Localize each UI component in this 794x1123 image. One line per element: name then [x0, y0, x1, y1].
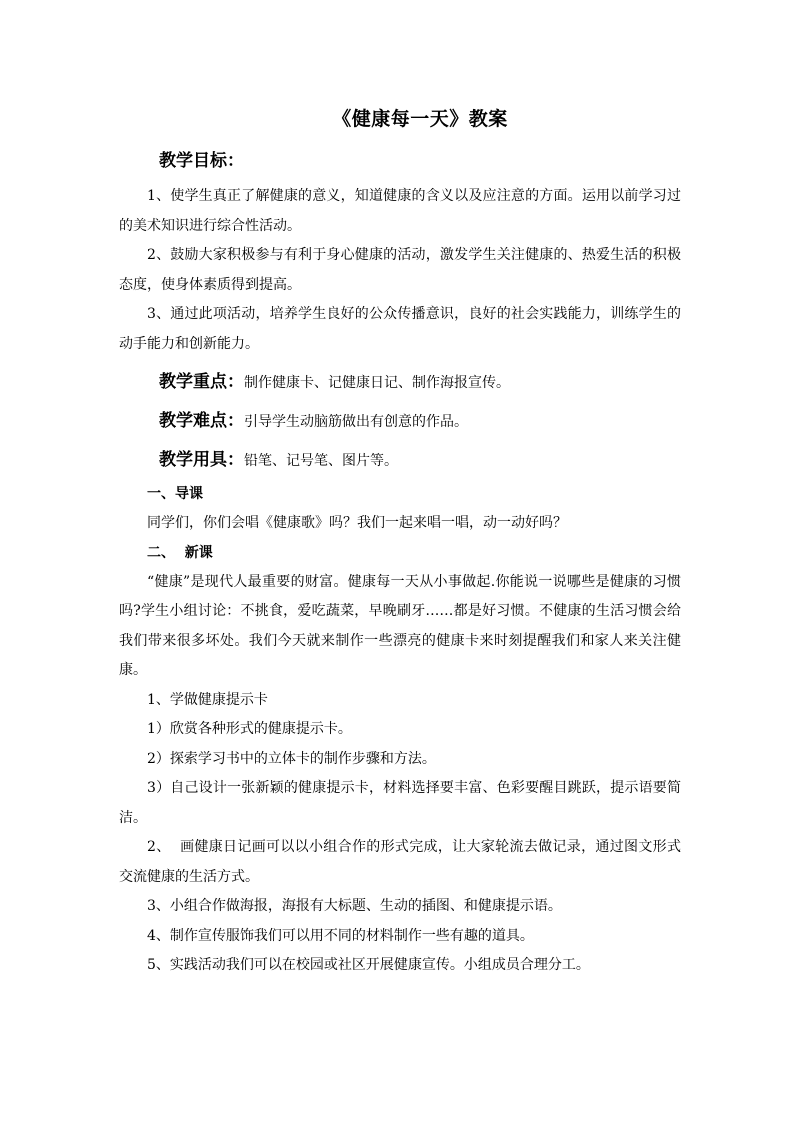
objective-2: 2、鼓励大家积极参与有利于身心健康的活动，激发学生关注健康的、热爱生活的积极态度，使身体素质得到提高。 — [119, 247, 681, 293]
difficulties-text: 引导学生动脑筋做出有创意的作品。 — [244, 414, 468, 430]
section1-heading: 一、导课 — [147, 486, 203, 502]
difficulties — [159, 406, 681, 437]
section1-text: 同学们，你们会唱《健康歌》吗？我们一起来唱一唱，动一动好吗？ — [147, 515, 567, 531]
list-item: 1、学做健康提示卡 — [147, 691, 268, 708]
key-points — [159, 367, 681, 398]
list-item: 3、小组合作做海报，海报有大标题、生动的插图、和健康提示语。 — [147, 898, 562, 914]
difficulties-label: 教学难点： — [159, 411, 244, 431]
list-item: 4、制作宣传服饰我们可以用不同的材料制作一些有趣的道具。 — [147, 927, 534, 944]
list-item: 3）自己设计一张新颖的健康提示卡，材料选择要丰富、色彩要醒目跳跃，提示语要简洁。 — [119, 780, 681, 826]
section2-intro: “健康”是现代人最重要的财富。健康每一天从小事做起.你能说一说哪些是健康的习惯吗?学生小组讨论：不挑食，爱吃蔬菜，早晚刷牙……都是好习惯。不健康的生活习惯会给我们带来很多坏处。我们今天就来制作一些漂亮的健康卡来时刻提醒我们和家人来关注健康。 — [119, 573, 681, 678]
key-points-label: 教学重点： — [159, 372, 244, 392]
document-title: 《健康每一天》教案 — [332, 108, 508, 130]
document-body — [119, 146, 681, 981]
tools-label: 教学用具： — [159, 450, 244, 470]
key-points-text: 制作健康卡、记健康日记、制作海报宣传。 — [244, 375, 510, 391]
tools-text: 铅笔、记号笔、图片等。 — [244, 453, 398, 469]
objective-1: 1、使学生真正了解健康的意义，知道健康的含义以及应注意的方面。运用以前学习过的美术知识进行综合性活动。 — [119, 188, 681, 234]
section2-heading: 二、 新课 — [147, 544, 213, 561]
list-item: 2）探索学习书中的立体卡的制作步骤和方法。 — [147, 750, 436, 767]
list-item: 1）欣赏各种形式的健康提示卡。 — [147, 721, 352, 737]
list-item: 2、 画健康日记画可以以小组合作的形式完成，让大家轮流去做记录，通过图文形式交流健康的生活方式。 — [119, 839, 681, 885]
list-item: 5、实践活动我们可以在校园或社区开展健康宣传。小组成员合理分工。 — [147, 957, 590, 973]
objectives-heading: 教学目标： — [159, 151, 244, 171]
tools — [159, 445, 681, 476]
objective-3: 3、通过此项活动，培养学生良好的公众传播意识，良好的社会实践能力，训练学生的动手能力和创新能力。 — [119, 306, 681, 352]
